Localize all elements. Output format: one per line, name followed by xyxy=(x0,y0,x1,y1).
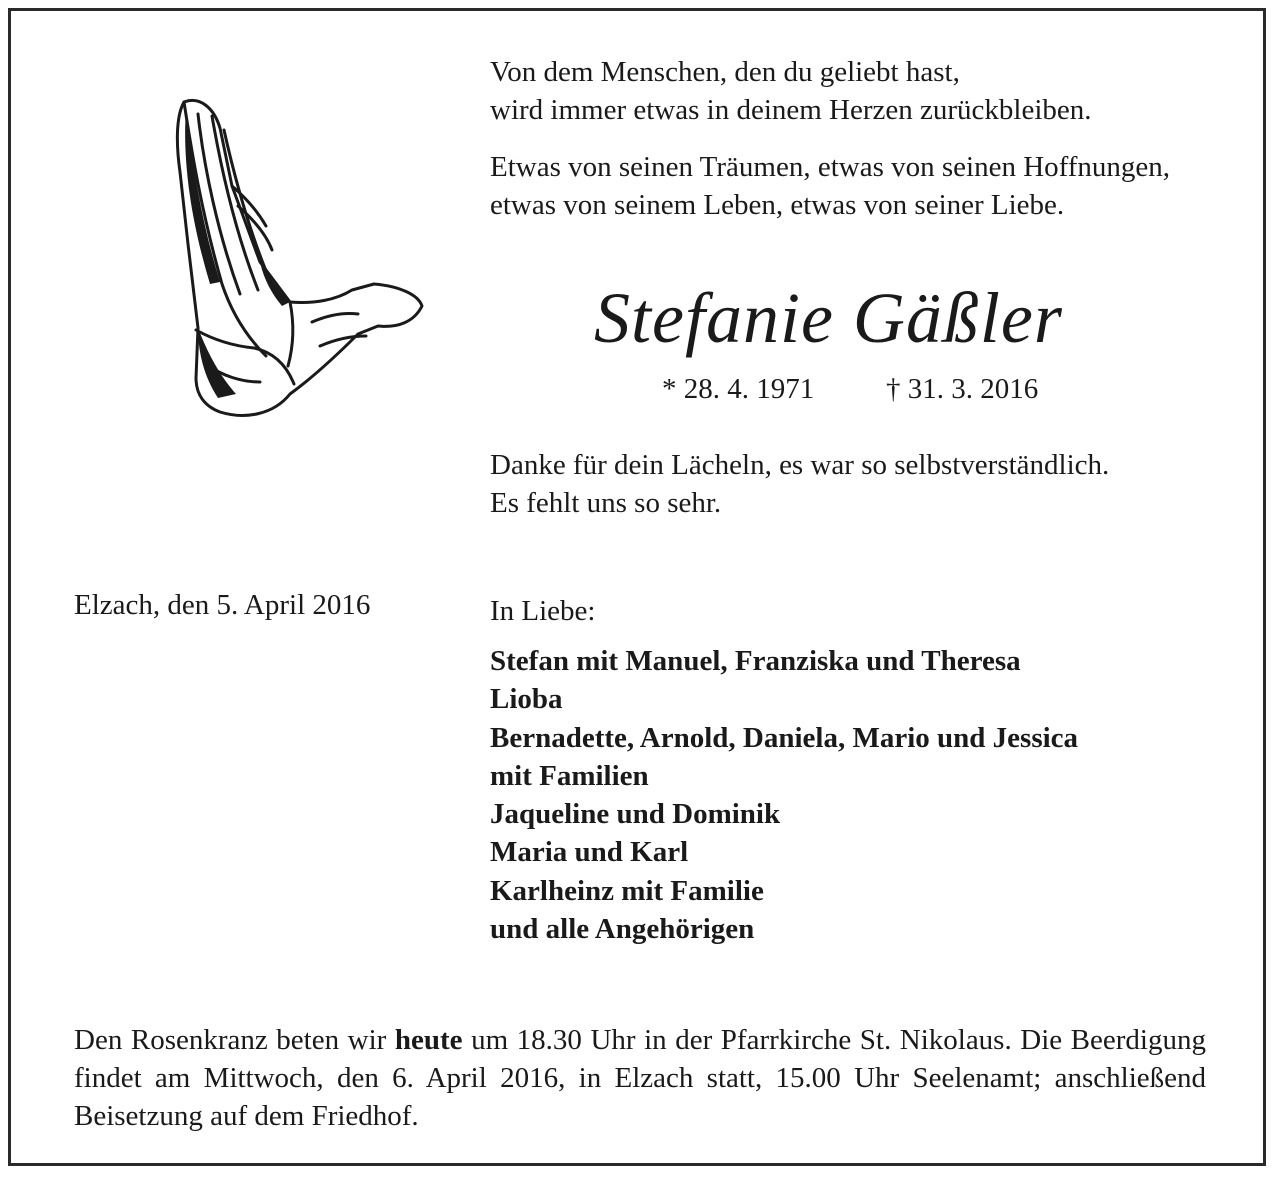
thanks-text xyxy=(490,446,1109,522)
mourner-line: Lioba xyxy=(490,683,563,716)
in-love-label: In Liebe: xyxy=(490,595,596,627)
notice-text-start: Den Rosenkranz beten wir xyxy=(74,1024,387,1056)
notice-emphasis: heute xyxy=(394,1024,463,1056)
death-date: † 31. 3. 2016 xyxy=(886,373,1039,405)
funeral-notice xyxy=(74,1021,1206,1135)
mourner-line: und alle Angehörigen xyxy=(490,913,755,946)
thanks-line: Danke für dein Lächeln, es war so selbstverständlich. xyxy=(490,449,1110,481)
place-date: Elzach, den 5. April 2016 xyxy=(74,589,371,621)
mourners-list xyxy=(490,642,1078,948)
mourner-line: Maria und Karl xyxy=(490,836,689,869)
praying-hands-icon xyxy=(162,94,426,420)
mourner-line: mit Familien xyxy=(490,759,649,792)
quote-paragraph-1 xyxy=(490,53,1092,129)
quote-paragraph-2 xyxy=(490,148,1170,224)
quote-line: Von dem Menschen, den du geliebt hast, xyxy=(490,56,960,88)
mourner-line: Stefan mit Manuel, Franziska und Theresa xyxy=(490,645,1021,677)
mourner-line: Karlheinz mit Familie xyxy=(490,874,764,907)
quote-line: Etwas von seinen Träumen, etwas von seinen Hoffnungen, xyxy=(490,151,1171,183)
mourner-line: Jaqueline und Dominik xyxy=(490,798,781,831)
birth-date: * 28. 4. 1971 xyxy=(662,373,815,405)
mourner-line: Bernadette, Arnold, Daniela, Mario und Jessica xyxy=(490,721,1079,754)
deceased-name: Stefanie Gäßler xyxy=(594,278,1063,358)
thanks-line: Es fehlt uns so sehr. xyxy=(490,487,722,519)
quote-line: wird immer etwas in deinem Herzen zurückbleiben. xyxy=(490,94,1092,126)
notice-text-end: um 18.30 Uhr in der Pfarrkirche St. Nikolaus. Die Beerdigung findet am Mittwoch, den 6. April 2016, in Elzach statt, 15.00 Uhr Seelenamt; anschließend Beisetzung auf dem Friedhof. xyxy=(74,1024,1206,1132)
quote-line: etwas von seinem Leben, etwas von seiner Liebe. xyxy=(490,189,1065,221)
